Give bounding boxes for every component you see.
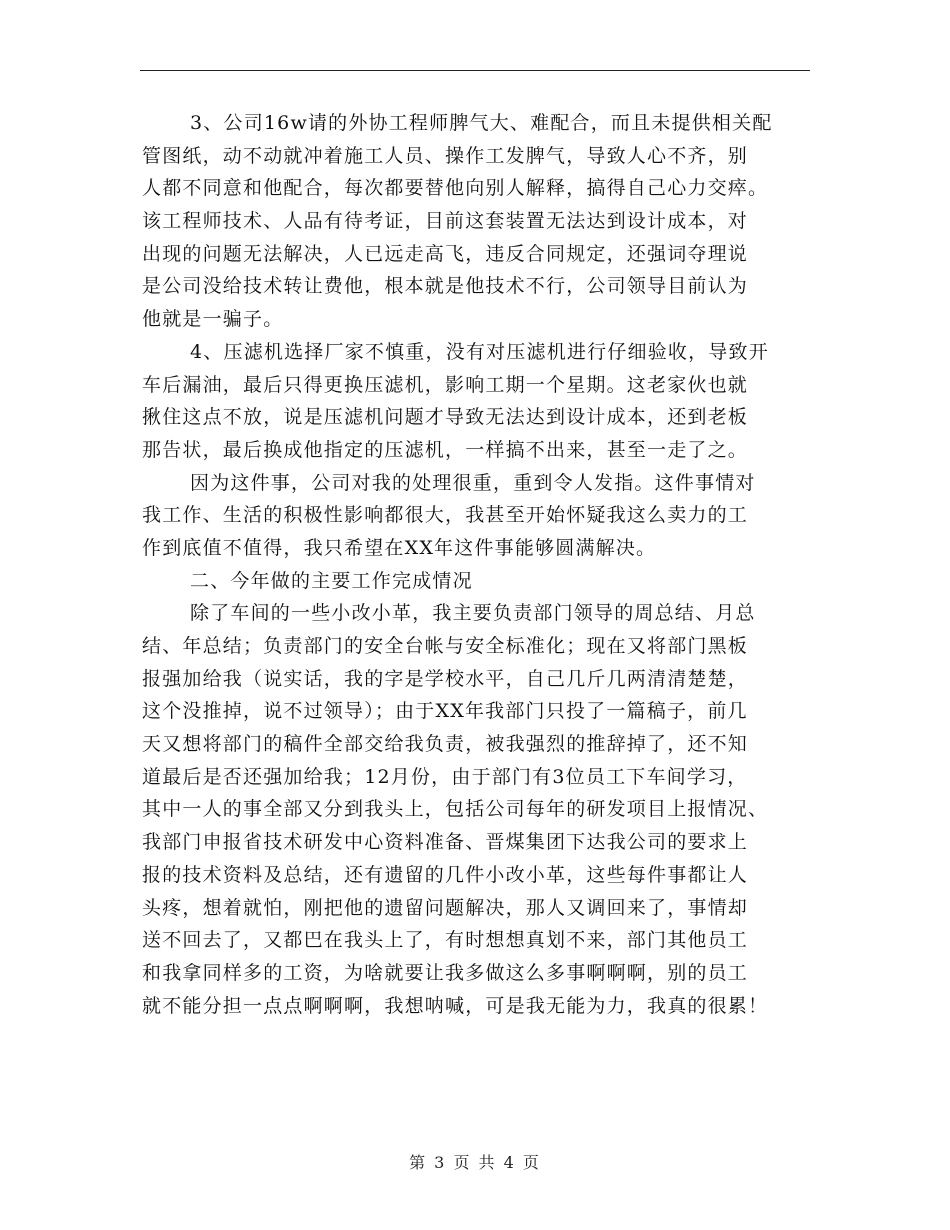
text-line: 那告状，最后换成他指定的压滤机，一样搞不出来，甚至一走了之。: [142, 438, 749, 461]
text-line: 出现的问题无法解决，人已远走高飞，违反合同规定，还强词夺理说: [142, 242, 749, 265]
text-line: 和我拿同样多的工资，为啥就要让我多做这么多事啊啊啊，别的员工: [142, 961, 749, 984]
text-line: 3、公司16w请的外协工程师脾气大、难配合，而且未提供相关配: [190, 112, 773, 134]
text-line: 因为这件事，公司对我的处理很重，重到令人发指。这件事情对: [190, 471, 756, 494]
text-line: 报的技术资料及总结，还有遗留的几件小改小革，这些每件事都让人: [142, 863, 749, 886]
header-rule: [140, 70, 810, 71]
text-line: 作到底值不值得，我只希望在XX年这件事能够圆满解决。: [142, 536, 657, 559]
text-line: 除了车间的一些小改小革，我主要负责部门领导的周总结、月总: [190, 602, 756, 625]
text-line: 我部门申报省技术研发中心资料准备、晋煤集团下达我公司的要求上: [142, 831, 749, 854]
text-line: 结、年总结；负责部门的安全台帐与安全标准化；现在又将部门黑板: [142, 635, 749, 657]
text-line: 道最后是否还强加给我；12月份，由于部门有3位员工下车间学习，: [142, 765, 748, 788]
text-line: 送不回去了，又都巴在我头上了，有时想想真划不来，部门其他员工: [142, 929, 749, 952]
text-line: 管图纸，动不动就冲着施工人员、操作工发脾气，导致人心不齐，别: [142, 144, 749, 167]
text-line: 天又想将部门的稿件全部交给我负责，被我强烈的推辞掉了，还不知: [142, 733, 749, 756]
text-line: 这个没推掉，说不过领导）；由于XX年我部门只投了一篇稿子，前几: [142, 700, 748, 723]
text-line: 4、压滤机选择厂家不慎重，没有对压滤机进行仔细验收，导致开: [190, 340, 769, 363]
page-number-footer: 第 3 页 共 4 页: [409, 1153, 541, 1172]
text-line: 揪住这点不放，说是压滤机问题才导致无法达到设计成本，还到老板: [142, 406, 749, 429]
text-line: 其中一人的事全部又分到我头上，包括公司每年的研发项目上报情况、: [142, 798, 769, 821]
text-line: 我工作、生活的积极性影响都很大，我甚至开始怀疑我这么卖力的工: [142, 504, 749, 527]
text-line: 头疼，想着就怕，刚把他的遗留问题解决，那人又调回来了，事情却: [142, 896, 749, 919]
text-line: 车后漏油，最后只得更换压滤机，影响工期一个星期。这老家伙也就: [142, 373, 749, 396]
text-line: 就不能分担一点点啊啊啊，我想呐喊，可是我无能为力，我真的很累！: [142, 994, 769, 1017]
text-line: 他就是一骗子。: [142, 308, 284, 331]
text-line: 该工程师技术、人品有待考证，目前这套装置无法达到设计成本，对: [142, 210, 749, 233]
text-line: 是公司没给技术转让费他，根本就是他技术不行，公司领导目前认为: [142, 275, 749, 298]
document-body: [142, 107, 812, 1022]
text-line: 人都不同意和他配合，每次都要替他向别人解释，搞得自己心力交瘁。: [142, 177, 769, 200]
text-line: 报强加给我（说实话，我的字是学校水平，自己几斤几两清清楚楚，: [142, 667, 749, 690]
text-line: 二、今年做的主要工作完成情况: [190, 569, 473, 592]
